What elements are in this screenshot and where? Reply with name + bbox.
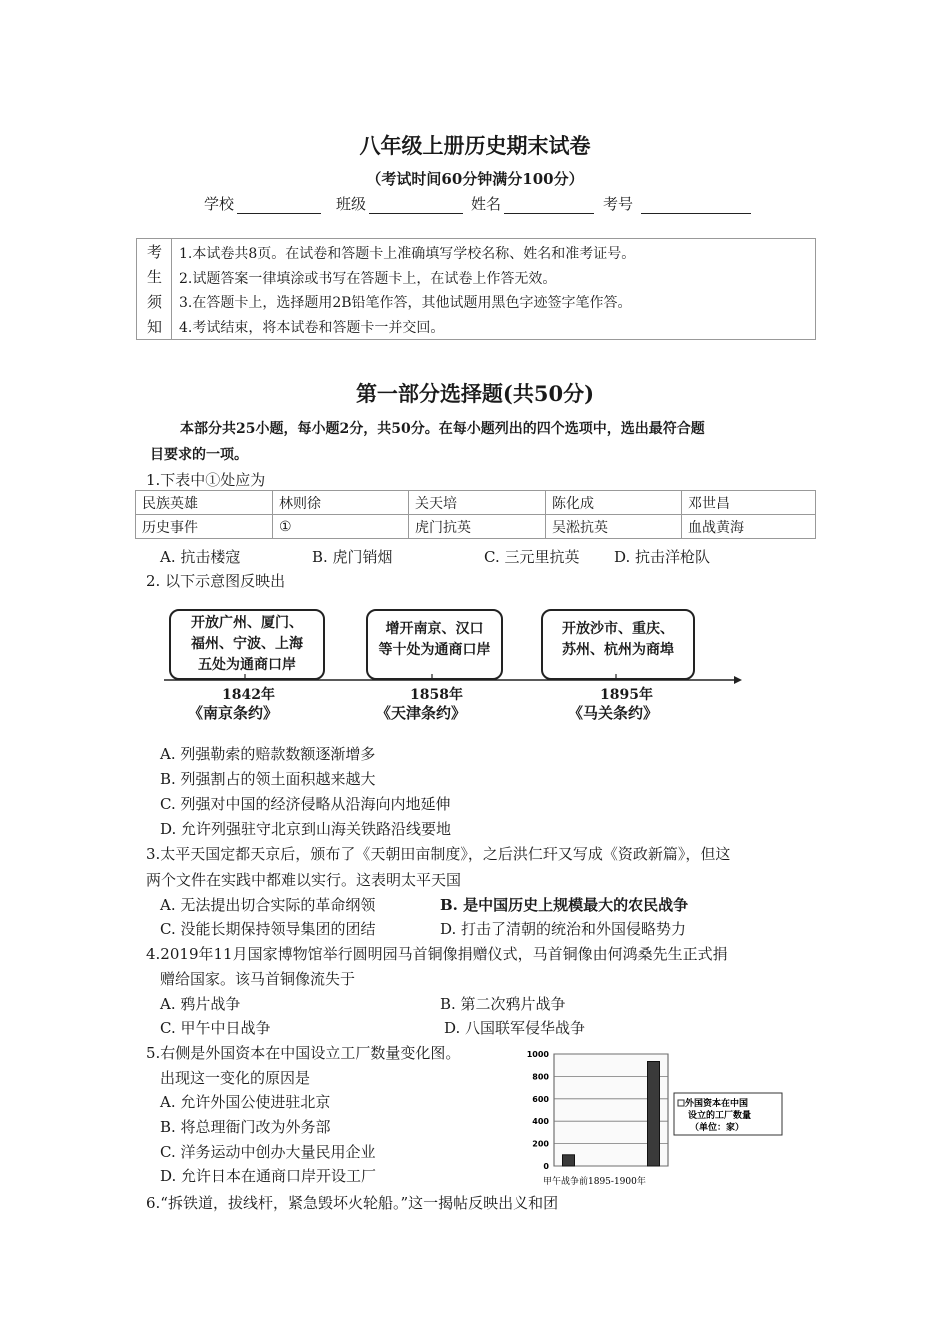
notice-line: 4.考试结束，将本试卷和答题卡一并交回。 [179,320,445,336]
class-field [336,193,463,214]
question-4-stem: 赠给国家。该马首铜像流失于 [160,970,356,988]
timeline-treaty: 《天津条约》 [376,704,467,722]
table-cell: 邓世昌 [682,491,816,515]
notice-char: 须 [147,293,163,311]
question-3-stem: 3.太平天国定都天京后，颁布了《天朝田亩制度》，之后洪仁玕又写成《资政新篇》，但这 [146,845,731,863]
option-d[interactable]: D. 允许列强驻守北京到山海关铁路沿线要地 [160,820,452,838]
name-blank[interactable] [504,196,594,214]
school-label: 学校 [204,195,235,213]
option-c[interactable]: C. 洋务运动中创办大量民用企业 [160,1143,376,1161]
name-label: 姓名 [471,195,502,213]
option-d[interactable]: D. 打击了清朝的统治和外国侵略势力 [440,920,687,938]
table-cell: 虎门抗英 [409,515,546,539]
notice-char: 知 [147,318,163,336]
table-cell: 历史事件 [136,515,273,539]
chart-y-tick-label: 600 [532,1094,549,1104]
exam-no-field [603,193,751,214]
table-cell: 民族英雄 [136,491,273,515]
option-a[interactable]: A. 列强勒索的赔款数额逐渐增多 [160,745,376,763]
option-b[interactable]: B. 是中国历史上规模最大的农民战争 [440,896,689,914]
timeline-year: 1842年 [222,687,275,703]
chart-ticks [527,1050,550,1171]
option-c[interactable]: C. 没能长期保持领导集团的团结 [160,920,376,938]
option-d[interactable]: D. 允许日本在通商口岸开设工厂 [160,1167,377,1185]
timeline-box-line: 五处为通商口岸 [198,657,296,673]
question-4-stem: 4.2019年11月国家博物馆举行圆明园马首铜像捐赠仪式，马首铜像由何鸿桑先生正式捐 [146,945,728,963]
option-d[interactable]: D. 抗击洋枪队 [614,548,711,566]
table-row [136,515,816,539]
legend-text: 外国资本在中国 [685,1099,749,1109]
question-2-stem: 2. 以下示意图反映出 [146,572,286,590]
notice-char: 生 [147,268,163,286]
timeline-treaty: 《南京条约》 [188,704,279,722]
option-a[interactable]: A. 鸦片战争 [160,995,241,1013]
chart-y-tick-label: 800 [532,1072,549,1082]
option-c[interactable]: C. 三元里抗英 [484,548,580,566]
notice-line: 1.本试卷共8页。在试卷和答题卡上准确填写学校名称、姓名和准考证号。 [179,246,636,262]
table-cell: 吴淞抗英 [546,515,682,539]
section-title: 第一部分选择题(共50分) [355,381,595,406]
page-title: 八年级上册历史期末试卷 [359,133,591,158]
name-field [471,193,594,214]
timeline-box-line: 开放广州、厦门、 [191,615,303,631]
table-cell: 陈化成 [546,491,682,515]
legend-swatch [678,1100,684,1106]
table-row [136,491,816,515]
timeline-box-line: 开放沙市、重庆、 [562,621,674,637]
option-c[interactable]: C. 列强对中国的经济侵略从沿海向内地延伸 [160,795,451,813]
option-b[interactable]: B. 虎门销烟 [312,548,393,566]
chart-x-label: 甲午战争前1895-1900年 [543,1177,646,1187]
timeline-box-1895 [541,609,695,680]
notice-line: 3.在答题卡上，选择题用2B铅笔作答，其他试题用黑色字迹签字笔作答。 [179,295,632,311]
question-5-stem: 出现这一变化的原因是 [160,1069,311,1087]
question-1-table [135,490,816,539]
option-a[interactable]: A. 抗击楼寇 [160,548,241,566]
timeline-year: 1895年 [600,687,653,703]
table-cell: 血战黄海 [682,515,816,539]
table-cell: ① [273,515,409,539]
section-intro: 本部分共25小题，每小题2分，共50分。在每小题列出的四个选项中，选出最符合题 [180,421,705,437]
school-blank[interactable] [237,196,321,214]
question-1-stem: 1.下表中①处应为 [146,471,266,489]
exam-no-label: 考号 [603,195,634,213]
timeline-box-line: 福州、宁波、上海 [191,636,303,652]
question-6-stem: 6.“拆铁道，拔线杆，紧急毁坏火轮船。”这一揭帖反映出义和团 [146,1194,559,1212]
option-b[interactable]: B. 列强割占的领土面积越来越大 [160,770,376,788]
timeline-treaty: 《马关条约》 [568,704,659,722]
option-d[interactable]: D. 八国联军侵华战争 [444,1019,586,1037]
factory-count-chart [520,1044,792,1190]
chart-bar [563,1155,575,1166]
notice-line: 2.试题答案一律填涂或书写在答题卡上，在试卷上作答无效。 [179,271,557,287]
section-intro: 目要求的一项。 [150,447,248,463]
option-b[interactable]: B. 将总理衙门改为外务部 [160,1118,331,1136]
table-cell: 林则徐 [273,491,409,515]
chart-bar [648,1062,660,1166]
chart-y-tick-label: 400 [532,1117,549,1127]
notice-side-label [137,239,172,339]
exam-notice [136,238,816,340]
table-cell: 关天培 [409,491,546,515]
legend-text: （单位：家） [690,1123,745,1133]
chart-y-tick-label: 200 [532,1139,549,1149]
chart-y-tick-label: 0 [543,1162,549,1171]
timeline-box-1842 [169,609,325,680]
option-c[interactable]: C. 甲午中日战争 [160,1019,271,1037]
school-field [204,193,321,214]
notice-char: 考 [147,243,163,261]
arrow-head-icon [734,676,742,684]
option-b[interactable]: B. 第二次鸦片战争 [440,995,566,1013]
legend-text: 设立的工厂数量 [688,1111,752,1121]
class-blank[interactable] [369,196,463,214]
exam-duration: （考试时间60分钟满分100分） [366,170,584,188]
timeline-year: 1858年 [410,687,463,703]
question-3-stem: 两个文件在实践中都难以实行。这表明太平天国 [146,871,462,889]
timeline-box-line: 苏州、杭州为商埠 [562,642,674,658]
timeline-box-1858 [366,609,503,680]
question-5-stem: 5.右侧是外国资本在中国设立工厂数量变化图。 [146,1044,461,1062]
option-a[interactable]: A. 无法提出切合实际的革命纲领 [160,896,376,914]
class-label: 班级 [336,195,367,213]
timeline-box-line: 等十处为通商口岸 [378,642,491,658]
timeline-box-line: 增开南京、汉口 [385,621,484,637]
exam-no-blank[interactable] [641,196,751,214]
option-a[interactable]: A. 允许外国公使进驻北京 [160,1093,331,1111]
chart-y-tick-label: 1000 [526,1050,549,1059]
